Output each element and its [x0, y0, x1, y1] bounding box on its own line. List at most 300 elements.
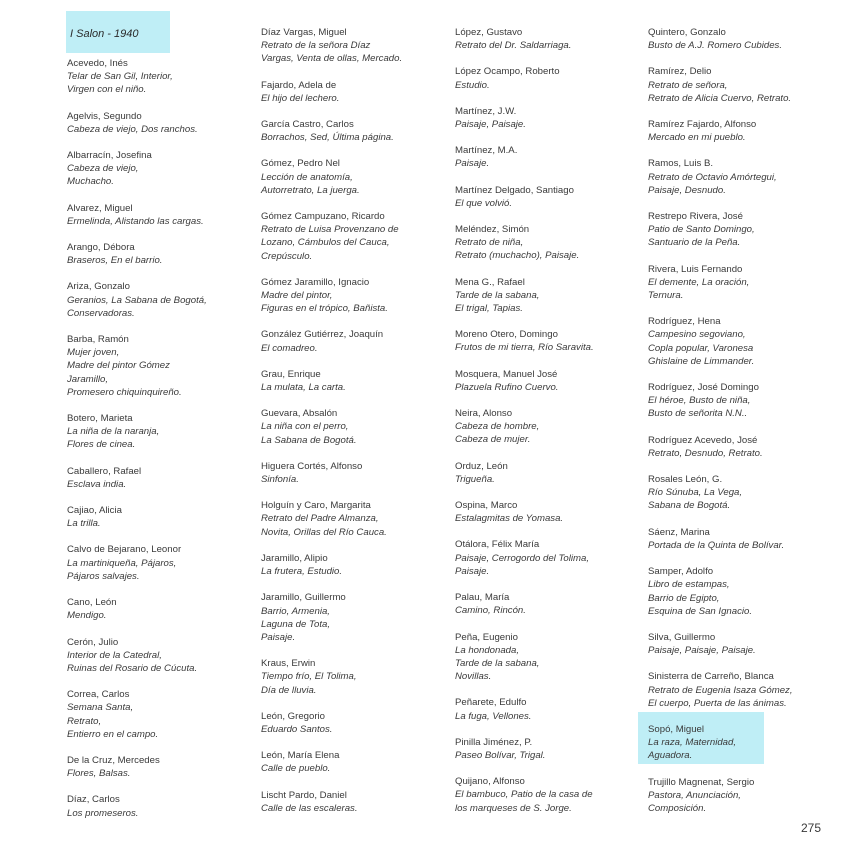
artist-entry [67, 793, 255, 819]
artwork-list [67, 294, 255, 320]
artist-entry [261, 552, 449, 578]
artwork-list [261, 802, 449, 815]
artwork-title: Jaramillo, [67, 373, 109, 385]
artwork-list [261, 381, 449, 394]
artist-entry [455, 144, 643, 170]
artwork-title: Barrio de Egipto, [648, 592, 720, 604]
artwork-title: Flores, Balsas. [67, 768, 131, 780]
artist-entry [455, 538, 643, 578]
artwork-title: Entierro en el campo. [67, 728, 159, 740]
artwork-title: Cabeza de mujer. [455, 434, 531, 446]
artist-name: Trujillo Magnenat, Sergio [648, 776, 755, 788]
artist-name: Moreno Otero, Domingo [455, 329, 558, 341]
artist-name: Arango, Débora [67, 242, 135, 254]
artist-name: Quintero, Gonzalo [648, 27, 726, 38]
artwork-list [455, 157, 643, 170]
artwork-list [455, 197, 643, 210]
artist-entry [67, 241, 255, 267]
artwork-title: Calle de pueblo. [261, 763, 331, 775]
artwork-list [648, 223, 836, 249]
artwork-title: Retrato, Desnudo, Retrato. [648, 447, 763, 459]
artwork-list [67, 649, 255, 675]
artwork-list [648, 578, 836, 618]
artist-entry [648, 157, 836, 197]
artist-name: Ospina, Marco [455, 500, 518, 512]
artwork-title: Novillas. [455, 671, 492, 683]
artist-entry [455, 65, 643, 91]
artist-entry [648, 526, 836, 552]
artist-name: Martínez Delgado, Santiago [455, 184, 574, 196]
artwork-title: El héroe, Busto de niña, [648, 395, 751, 407]
salon-header-title: I Salon - 1940 [70, 28, 139, 40]
artwork-list [648, 328, 836, 368]
artwork-list [261, 171, 449, 197]
artist-entry [67, 754, 255, 780]
artist-name: Cajiao, Alicia [67, 505, 122, 517]
artwork-title: Paisaje, Paisaje. [455, 119, 526, 131]
artwork-title: El trigal, Tapias. [455, 303, 523, 315]
artwork-list [648, 276, 836, 302]
artwork-list [261, 131, 449, 144]
artist-name: Martínez, J.W. [455, 105, 517, 117]
artwork-title: Estalagmitas de Yomasa. [455, 513, 564, 525]
column-3 [455, 26, 643, 828]
artwork-title: Esquina de San Ignacio. [648, 605, 753, 617]
artist-name: Jaramillo, Guillermo [261, 592, 346, 604]
artist-entry [648, 210, 836, 250]
artist-name: Gómez, Pedro Nel [261, 158, 340, 170]
artwork-title: Autorretrato, La juerga. [261, 184, 360, 196]
artwork-title: Retrato de Luisa Provenzano de [261, 224, 399, 236]
column-2 [261, 26, 449, 828]
artwork-list [67, 215, 255, 228]
artwork-title: Crepúsculo. [261, 250, 313, 262]
artist-entry [67, 110, 255, 136]
artist-name: Calvo de Bejarano, Leonor [67, 544, 182, 556]
artwork-list [261, 762, 449, 775]
artist-entry [648, 776, 836, 816]
artwork-list [261, 605, 449, 645]
artist-entry [261, 328, 449, 354]
artwork-list [648, 539, 836, 552]
artwork-list [455, 39, 643, 52]
artist-name: Jaramillo, Alipio [261, 552, 328, 564]
artwork-list [455, 79, 643, 92]
artwork-title: Busto de A.J. Romero Cubides. [648, 40, 783, 52]
artwork-title: Campesino segoviano, [648, 329, 746, 341]
artist-entry [67, 280, 255, 320]
artist-name: Díaz, Carlos [67, 794, 120, 806]
artwork-title: Retrato del Dr. Saldarriaga. [455, 40, 572, 52]
artist-entry [261, 157, 449, 197]
artist-entry [261, 657, 449, 697]
artwork-title: Busto de señorita N.N.. [648, 408, 748, 420]
artist-entry [648, 315, 836, 368]
artwork-title: Retrato de señora, [648, 79, 728, 91]
artist-name: Silva, Guillermo [648, 631, 716, 643]
artwork-title: Pájaros salvajes. [67, 570, 140, 582]
artwork-title: Virgen con el niño. [67, 84, 147, 96]
artwork-title: Madre del pintor, [261, 290, 333, 302]
artwork-title: Esclava india. [67, 478, 127, 490]
artist-name: Restrepo Rivera, José [648, 211, 743, 223]
artwork-title: Ghislaine de Limmander. [648, 355, 755, 367]
artwork-title: Sabana de Bogotá. [648, 500, 731, 512]
artist-name: Albarracín, Josefina [67, 150, 152, 162]
artist-entry [261, 276, 449, 316]
artist-name: Otálora, Félix María [455, 539, 540, 551]
artwork-list [261, 92, 449, 105]
artwork-title: Tiempo frío, El Tolima, [261, 671, 357, 683]
artist-name: Rodríguez, Hena [648, 316, 721, 328]
artwork-title: Patio de Santo Domingo, [648, 224, 755, 236]
artist-entry [648, 723, 836, 763]
artwork-title: Geranios, La Sabana de Bogotá, [67, 294, 207, 306]
artwork-title: Copla popular, Varonesa [648, 342, 754, 354]
artist-entry [67, 688, 255, 741]
artwork-title: Estudio. [455, 79, 490, 91]
artwork-list [67, 701, 255, 741]
artwork-title: Retrato de niña, [455, 237, 524, 249]
artwork-list [261, 565, 449, 578]
artwork-list [648, 789, 836, 815]
artist-entry [67, 149, 255, 189]
artist-entry [455, 105, 643, 131]
artwork-list [455, 289, 643, 315]
artist-entry [648, 26, 836, 52]
artist-name: López, Gustavo [455, 27, 523, 38]
artwork-title: El comadreo. [261, 342, 318, 354]
artwork-title: Santuario de la Peña. [648, 237, 741, 249]
artist-name: Rivera, Luis Fernando [648, 263, 743, 275]
artwork-list [67, 807, 255, 820]
artist-name: García Castro, Carlos [261, 119, 354, 131]
artist-entry [261, 79, 449, 105]
artist-name: Agelvis, Segundo [67, 110, 142, 122]
artwork-list [648, 171, 836, 197]
artist-name: Meléndez, Simón [455, 224, 530, 236]
artwork-title: El que volvió. [455, 197, 513, 209]
artwork-title: Tarde de la sabana, [455, 289, 540, 301]
artist-name: Guevara, Absalón [261, 408, 338, 420]
artist-name: Sinisterra de Carreño, Blanca [648, 671, 774, 683]
artwork-title: La fuga, Vellones. [455, 710, 532, 722]
artwork-title: Paisaje, Paisaje, Paisaje. [648, 645, 756, 657]
artwork-title: Borrachos, Sed, Última página. [261, 132, 394, 144]
artwork-title: Mujer joven, [67, 347, 120, 359]
page-number: 275 [801, 821, 822, 835]
artwork-list [261, 223, 449, 263]
artist-name: León, Gregorio [261, 710, 325, 722]
artwork-title: Cabeza de viejo, [67, 163, 139, 175]
artwork-title: La Sabana de Bogotá. [261, 434, 357, 446]
artist-name: Rodríguez Acevedo, José [648, 434, 758, 446]
artwork-list [648, 394, 836, 420]
artist-name: Caballero, Rafael [67, 465, 142, 477]
artwork-list [648, 684, 836, 710]
artwork-title: Ermelinda, Alistando las cargas. [67, 215, 204, 227]
artist-name: Quijano, Alfonso [455, 776, 525, 788]
artist-entry [67, 202, 255, 228]
artist-name: Orduz, León [455, 460, 508, 472]
artist-name: López Ocampo, Roberto [455, 66, 560, 78]
artwork-title: los marqueses de S. Jorge. [455, 802, 572, 814]
artist-entry [648, 263, 836, 303]
artwork-title: Portada de la Quinta de Bolívar. [648, 539, 785, 551]
artwork-title: Barrio, Armenia, [261, 605, 330, 617]
artwork-list [455, 118, 643, 131]
artwork-title: Paseo Bolívar, Trigal. [455, 749, 546, 761]
artist-entry [455, 736, 643, 762]
artist-name: Kraus, Erwin [261, 658, 316, 670]
artist-entry [455, 26, 643, 52]
artwork-title: Semana Santa, [67, 702, 134, 714]
artwork-title: Lozano, Cámbulos del Cauca, [261, 237, 390, 249]
artist-entry [67, 504, 255, 530]
artist-entry [261, 118, 449, 144]
artwork-title: Retrato (muchacho), Paisaje. [455, 250, 580, 262]
artwork-list [261, 420, 449, 446]
artist-entry [648, 631, 836, 657]
artwork-title: La mulata, La carta. [261, 382, 346, 394]
artist-name: Rodríguez, José Domingo [648, 382, 759, 394]
artwork-list [455, 512, 643, 525]
artist-entry [261, 26, 449, 66]
artist-entry [67, 543, 255, 583]
artist-entry [648, 65, 836, 105]
artwork-list [67, 478, 255, 491]
artist-entry [261, 210, 449, 263]
artist-entry [648, 473, 836, 513]
artist-entry [261, 460, 449, 486]
artwork-list [261, 473, 449, 486]
artist-name: Mena G., Rafael [455, 276, 525, 288]
artist-entry [648, 670, 836, 710]
artwork-title: Figuras en el trópico, Bañista. [261, 303, 388, 315]
artwork-title: El demente, La oración, [648, 276, 750, 288]
artwork-title: Cabeza de hombre, [455, 421, 540, 433]
artwork-title: Tarde de la sabana, [455, 657, 540, 669]
artist-entry [648, 381, 836, 421]
artwork-title: Retrato de Octavio Amórtegui, [648, 171, 777, 183]
artwork-title: Camino, Rincón. [455, 605, 526, 617]
artwork-title: La raza, Maternidad, [648, 737, 736, 749]
artwork-title: Mercado en mi pueblo. [648, 132, 746, 144]
artwork-title: Composición. [648, 802, 707, 814]
artwork-list [455, 749, 643, 762]
artwork-title: Ruinas del Rosario de Cúcuta. [67, 662, 198, 674]
artist-name: Grau, Enrique [261, 368, 321, 380]
artwork-list [455, 644, 643, 684]
artwork-title: Trigueña. [455, 473, 495, 485]
artist-name: Neira, Alonso [455, 408, 513, 420]
artist-name: Palau, María [455, 592, 510, 604]
artwork-list [648, 644, 836, 657]
artwork-title: Lección de anatomía, [261, 171, 353, 183]
artwork-title: La hondonada, [455, 644, 520, 656]
artwork-title: El hijo del lechero. [261, 92, 340, 104]
artist-name: Botero, Marieta [67, 413, 133, 425]
artist-name: Martínez, M.A. [455, 145, 518, 157]
artwork-title: Retrato de Alicia Cuervo, Retrato. [648, 92, 792, 104]
artwork-title: La trilla. [67, 518, 101, 530]
artwork-list [261, 342, 449, 355]
artwork-title: Muchacho. [67, 176, 114, 188]
artwork-title: Interior de la Catedral, [67, 649, 162, 661]
artist-entry [455, 368, 643, 394]
artist-entry [67, 465, 255, 491]
artwork-title: Sinfonía. [261, 474, 299, 486]
artist-entry [648, 434, 836, 460]
artist-name: Acevedo, Inés [67, 58, 128, 69]
artist-entry [455, 775, 643, 815]
artist-entry [455, 460, 643, 486]
artist-entry [67, 636, 255, 676]
artwork-list [455, 710, 643, 723]
artist-entry [455, 276, 643, 316]
artwork-title: Retrato de la señora Díaz [261, 40, 371, 52]
artist-name: Ramírez, Delio [648, 66, 712, 78]
artist-name: Holguín y Caro, Margarita [261, 500, 371, 512]
artist-name: Lischt Pardo, Daniel [261, 789, 347, 801]
artist-entry [67, 412, 255, 452]
artwork-title: Pastora, Anunciación, [648, 789, 741, 801]
artwork-list [261, 723, 449, 736]
artwork-list [455, 473, 643, 486]
artist-name: Díaz Vargas, Miguel [261, 27, 347, 38]
artwork-title: Río Súnuba, La Vega, [648, 487, 743, 499]
artist-entry [648, 565, 836, 618]
artist-entry [67, 596, 255, 622]
artwork-list [455, 604, 643, 617]
artist-name: León, María Elena [261, 750, 340, 762]
artist-name: Ramírez Fajardo, Alfonso [648, 119, 757, 131]
artwork-list [67, 425, 255, 451]
artwork-list [261, 512, 449, 538]
artwork-list [67, 162, 255, 188]
artist-name: Alvarez, Miguel [67, 202, 133, 214]
artwork-title: Paisaje, Cerrogordo del Tolima, [455, 552, 590, 564]
artwork-list [455, 552, 643, 578]
artist-name: González Gutiérrez, Joaquín [261, 329, 384, 341]
artwork-list [67, 517, 255, 530]
artwork-title: La martiniqueña, Pájaros, [67, 557, 177, 569]
artwork-list [648, 486, 836, 512]
artist-entry [455, 184, 643, 210]
artist-entry [455, 631, 643, 684]
artwork-title: El bambuco, Patio de la casa de [455, 789, 593, 801]
artist-entry [648, 118, 836, 144]
artist-name: Peña, Eugenio [455, 631, 518, 643]
artwork-title: Vargas, Venta de ollas, Mercado. [261, 53, 403, 65]
artwork-title: Frutos de mi tierra, Río Saravita. [455, 342, 594, 354]
artwork-title: Día de lluvia. [261, 684, 317, 696]
artist-name: Mosquera, Manuel José [455, 368, 558, 380]
artist-entry [455, 696, 643, 722]
artist-entry [455, 407, 643, 447]
artist-name: Sopó, Miguel [648, 723, 704, 735]
artwork-title: Paisaje. [455, 158, 490, 170]
artist-entry [67, 57, 255, 97]
artwork-title: La niña con el perro, [261, 421, 349, 433]
artwork-list [648, 447, 836, 460]
artist-entry [261, 789, 449, 815]
artwork-list [67, 70, 255, 96]
artist-name: Barba, Ramón [67, 334, 129, 346]
artwork-title: Aguadora. [648, 750, 693, 762]
artwork-title: Los promeseros. [67, 807, 139, 819]
column-4 [648, 26, 836, 828]
artist-entry [455, 591, 643, 617]
artwork-title: Novita, Orillas del Río Cauca. [261, 526, 387, 538]
artist-entry [261, 368, 449, 394]
artwork-list [261, 289, 449, 315]
artist-entry [261, 591, 449, 644]
artwork-title: Paisaje. [455, 565, 490, 577]
artwork-title: Conservadoras. [67, 307, 135, 319]
column-1 [67, 57, 255, 833]
artist-entry [455, 499, 643, 525]
artwork-title: Paisaje. [261, 631, 296, 643]
artwork-list [648, 39, 836, 52]
artwork-title: El cuerpo, Puerta de las ánimas. [648, 697, 787, 709]
artwork-title: Cabeza de viejo, Dos ranchos. [67, 123, 198, 135]
artwork-list [455, 236, 643, 262]
artwork-title: Retrato de Eugenia Isaza Gómez, [648, 684, 793, 696]
artist-name: Peñarete, Edulfo [455, 697, 527, 709]
artwork-title: La niña de la naranja, [67, 426, 160, 438]
artist-entry [67, 333, 255, 399]
artist-name: Higuera Cortés, Alfonso [261, 460, 363, 472]
artwork-title: Paisaje, Desnudo. [648, 184, 726, 196]
artist-name: Fajardo, Adela de [261, 79, 337, 91]
artist-name: Samper, Adolfo [648, 566, 714, 578]
artist-name: De la Cruz, Mercedes [67, 754, 160, 766]
artwork-list [67, 346, 255, 399]
artwork-list [67, 767, 255, 780]
artwork-list [455, 341, 643, 354]
artwork-list [455, 788, 643, 814]
artwork-title: Retrato, [67, 715, 102, 727]
artwork-list [648, 79, 836, 105]
artwork-title: Madre del pintor Gómez [67, 360, 170, 372]
artwork-list [455, 420, 643, 446]
artist-entry [261, 749, 449, 775]
artwork-title: La frutera, Estudio. [261, 566, 343, 578]
artist-entry [261, 710, 449, 736]
artist-name: Cano, León [67, 597, 117, 609]
artwork-list [67, 123, 255, 136]
artwork-title: Laguna de Tota, [261, 618, 330, 630]
artwork-list [67, 557, 255, 583]
artist-entry [261, 499, 449, 539]
artwork-list [261, 670, 449, 696]
artwork-title: Plazuela Rufino Cuervo. [455, 381, 559, 393]
artwork-title: Eduardo Santos. [261, 723, 333, 735]
artist-name: Gómez Campuzano, Ricardo [261, 211, 385, 223]
artist-name: Ariza, Gonzalo [67, 281, 130, 293]
artist-entry [455, 223, 643, 263]
artwork-title: Retrato del Padre Almanza, [261, 513, 379, 525]
artwork-title: Promesero chiquinquireño. [67, 386, 182, 398]
artwork-list [648, 736, 836, 762]
artwork-title: Mendigo. [67, 610, 107, 622]
artist-name: Gómez Jaramillo, Ignacio [261, 276, 370, 288]
artwork-list [261, 39, 449, 65]
artist-entry [455, 328, 643, 354]
artwork-title: Libro de estampas, [648, 579, 730, 591]
artist-entry [261, 407, 449, 447]
